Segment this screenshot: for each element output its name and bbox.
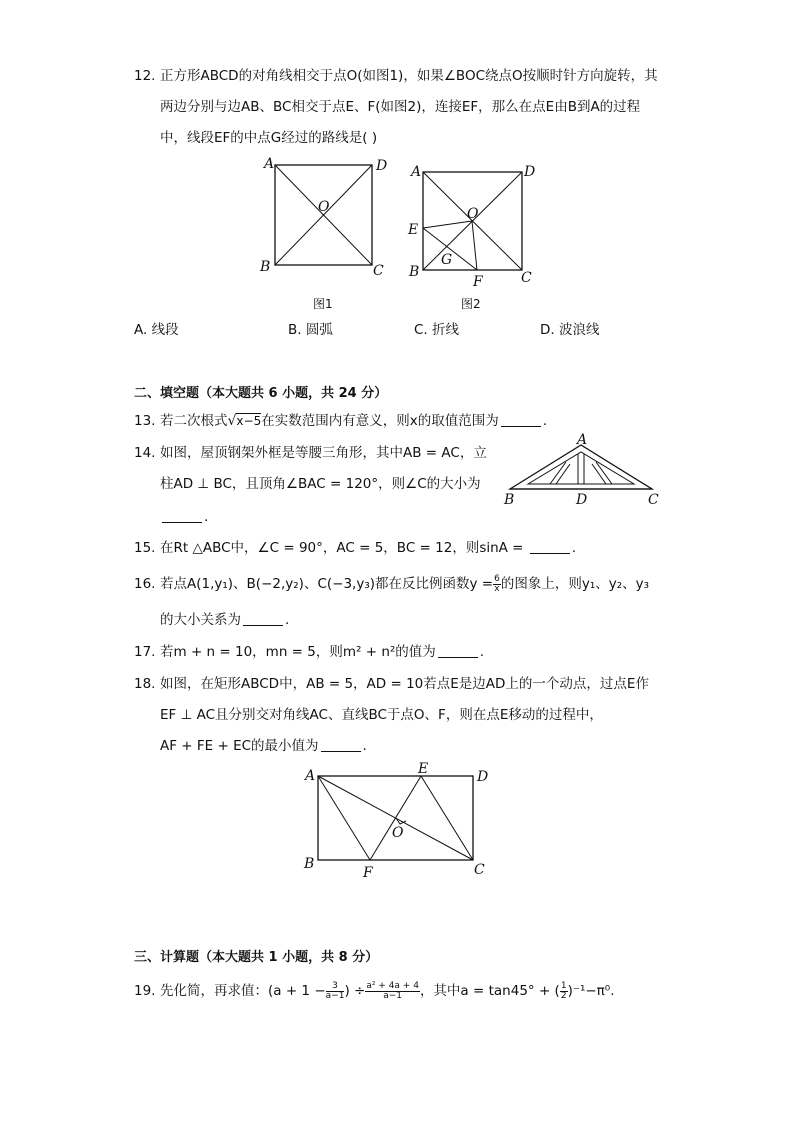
fig2-caption: 图2: [461, 297, 481, 311]
q16-fraction: $\frac{6}{x}$: [494, 573, 500, 594]
q19-fraction-2: $\frac{\text{a² + 4a + 4}}{a-1}$: [366, 980, 419, 1001]
q14-text-line1: 如图，屋顶钢架外框是等腰三角形，其中AB = AC，立: [160, 445, 487, 461]
q18-text-line1: 如图，在矩形ABCD中，AB = 5，AD = 10若点E是边AD上的一个动点，过点E作: [160, 676, 649, 692]
q16-answer-blank[interactable]: [243, 611, 283, 626]
q14-label-D: D: [576, 492, 588, 508]
fig1-label-D: D: [376, 158, 388, 174]
q15-text: 在Rt △ABC中，∠C = 90°，AC = 5，BC = 12，则sinA = .: [160, 540, 577, 556]
q14-text-line3: .: [160, 507, 208, 527]
q17-text: 若m + n = 10，mn = 5，则m² + n²的值为 .: [160, 644, 485, 660]
q13-number: 13.: [134, 413, 156, 429]
q18-label-A: A: [305, 768, 316, 784]
q19-fraction-3: $\frac{1}{2}$: [560, 980, 567, 1001]
q16-text-line1: 若点A(1,y₁)、B(−2,y₂)、C(−3,y₃)都在反比例函数y = $\frac{6}{x}$ 的图象上，则y₁、y₂、y₃: [160, 573, 650, 594]
q14-label-B: B: [504, 492, 515, 508]
q18-label-F: F: [363, 865, 373, 881]
fig2-label-F: F: [473, 274, 483, 290]
q12-figure2: [405, 160, 545, 320]
q14-roof-figure: [500, 432, 670, 512]
q18-answer-blank[interactable]: [321, 737, 361, 752]
q15-answer-blank[interactable]: [530, 539, 570, 554]
fig2-label-B: B: [409, 264, 420, 280]
q15-number: 15.: [134, 540, 156, 556]
q18-label-C: C: [474, 862, 485, 878]
q14-text-line2: 柱AD ⊥ BC，且顶角∠BAC = 120°，则∠C的大小为: [160, 476, 481, 492]
fig2-label-G: G: [441, 252, 453, 268]
q14-number: 14.: [134, 445, 156, 461]
q18-label-D: D: [477, 769, 489, 785]
fig1-caption: 图1: [313, 297, 333, 311]
q18-number: 18.: [134, 676, 156, 692]
q12-option-a[interactable]: A. 线段: [134, 322, 179, 338]
fig2-label-D: D: [524, 164, 536, 180]
q19-text: 先化简，再求值：(a + 1 − $\frac{3}{a-1}$ ) ÷ $\frac{\text{a² + 4a + 4}}{a-1}$ ，其中a = tan45° + ( $\frac{1}{2}$ )⁻¹−π⁰.: [160, 980, 615, 1001]
fig1-label-B: B: [260, 259, 271, 275]
q13-text: 若二次根式√x−5在实数范围内有意义，则x的取值范围为 .: [160, 413, 548, 429]
q13-answer-blank[interactable]: [501, 412, 541, 427]
q14-label-A: A: [577, 432, 588, 448]
section-3-heading: 三、计算题（本大题共 1 小题，共 8 分）: [134, 950, 379, 965]
section-2-heading: 二、填空题（本大题共 6 小题，共 24 分）: [134, 386, 388, 401]
q18-text-line2: EF ⊥ AC且分别交对角线AC、直线BC于点O、F，则在点E移动的过程中，: [160, 707, 603, 723]
fig1-label-A: A: [264, 156, 275, 172]
q12-figure1: [255, 155, 395, 315]
q18-label-B: B: [304, 856, 315, 872]
fig2-label-C: C: [521, 270, 532, 286]
q12-option-d[interactable]: D. 波浪线: [540, 322, 600, 338]
q18-label-E: E: [418, 761, 429, 777]
q14-label-C: C: [648, 492, 659, 508]
q18-text-line3: AF + FE + EC的最小值为 .: [160, 738, 367, 754]
q16-text-line2: 的大小关系为 .: [160, 612, 290, 628]
q13-radicand: x−5: [236, 414, 262, 428]
q18-label-O: O: [392, 825, 404, 841]
fig2-label-A: A: [411, 164, 422, 180]
q14-answer-blank[interactable]: [162, 508, 202, 523]
q19-number: 19.: [134, 983, 156, 999]
fig1-label-O: O: [318, 199, 330, 215]
q16-number: 16.: [134, 576, 156, 592]
q12-option-c[interactable]: C. 折线: [414, 322, 460, 338]
q17-answer-blank[interactable]: [438, 643, 478, 658]
fig1-label-C: C: [373, 263, 384, 279]
q18-rectangle-figure: [300, 762, 500, 882]
q12-text-line3: 中，线段EF的中点G经过的路线是( ): [160, 130, 378, 146]
q12-text-line1: 正方形ABCD的对角线相交于点O(如图1)，如果∠BOC绕点O按顺时针方向旋转，其: [160, 68, 658, 84]
q12-text-line2: 两边分别与边AB、BC相交于点E、F(如图2)，连接EF，那么在点E由B到A的过程: [160, 99, 641, 115]
q12-number: 12.: [134, 68, 156, 84]
q17-number: 17.: [134, 644, 156, 660]
q19-fraction-1: $\frac{3}{a-1}$: [325, 980, 345, 1001]
fig2-label-O: O: [467, 206, 479, 222]
q12-option-b[interactable]: B. 圆弧: [288, 322, 333, 338]
fig2-label-E: E: [408, 222, 419, 238]
